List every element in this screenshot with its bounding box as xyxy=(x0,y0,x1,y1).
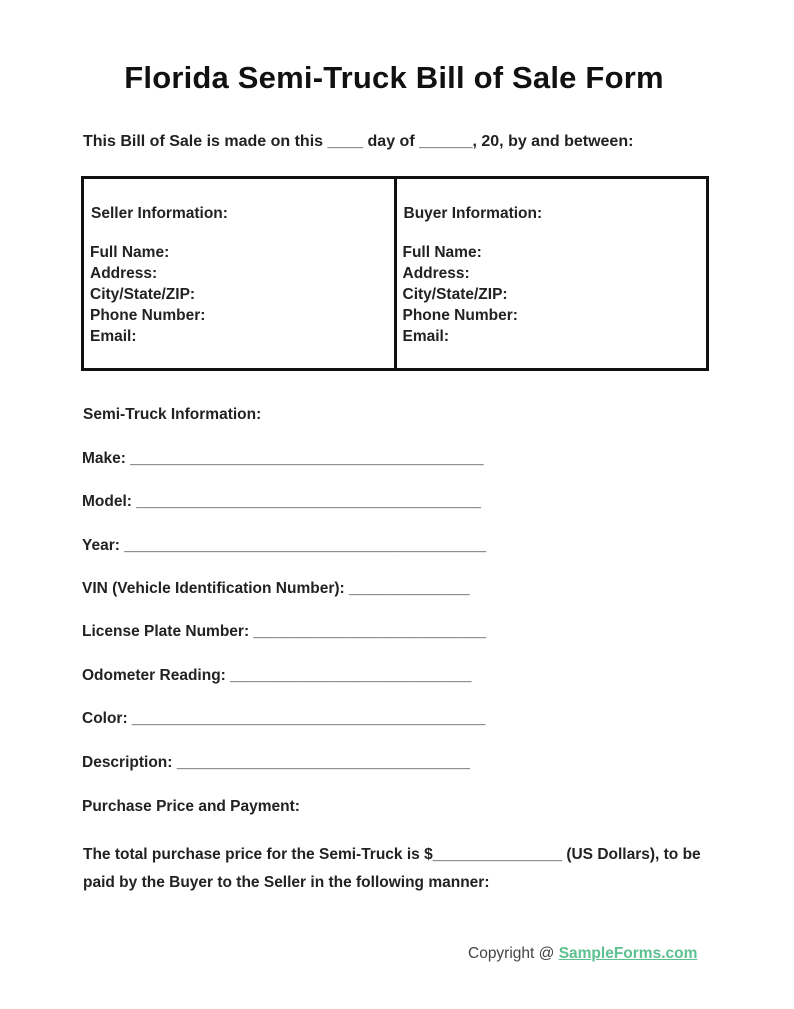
seller-email-label: Email: xyxy=(90,328,137,345)
buyer-phone-label: Phone Number: xyxy=(402,307,518,324)
buyer-full-name-label: Full Name: xyxy=(402,244,482,261)
truck-section-heading: Semi-Truck Information: xyxy=(83,406,262,423)
copyright-prefix: Copyright @ xyxy=(468,945,559,962)
copyright-footer xyxy=(468,945,697,963)
parties-info-table xyxy=(81,176,709,371)
buyer-city-state-zip-label: City/State/ZIP: xyxy=(402,286,508,303)
color-field: Color: _________________________________________ xyxy=(82,710,486,727)
make-field: Make: _________________________________________ xyxy=(82,450,484,467)
document-title: Florida Semi-Truck Bill of Sale Form xyxy=(124,60,664,95)
year-field: Year: __________________________________________ xyxy=(82,537,487,554)
seller-city-state-zip-label: City/State/ZIP: xyxy=(90,286,196,303)
seller-fields xyxy=(90,242,205,347)
description-field: Description: __________________________________ xyxy=(82,754,470,771)
seller-address-label: Address: xyxy=(90,265,158,282)
odometer-field: Odometer Reading: ____________________________ xyxy=(82,667,472,684)
vin-field: VIN (Vehicle Identification Number): ______________ xyxy=(82,580,470,597)
buyer-email-label: Email: xyxy=(402,328,450,345)
seller-phone-label: Phone Number: xyxy=(90,307,206,324)
payment-section-heading: Purchase Price and Payment: xyxy=(82,798,300,815)
payment-terms-paragraph: The total purchase price for the Semi-Truck is $_______________ (US Dollars), to be paid by the Buyer to the Seller in the following manner: xyxy=(83,846,701,891)
buyer-address-label: Address: xyxy=(402,265,470,282)
seller-heading: Seller Information: xyxy=(91,205,228,222)
seller-full-name-label: Full Name: xyxy=(90,244,170,261)
buyer-fields xyxy=(403,242,518,347)
license-plate-field: License Plate Number: ___________________________ xyxy=(82,623,487,640)
intro-statement: This Bill of Sale is made on this ____ day of ______, 20, by and between: xyxy=(83,133,634,150)
sampleforms-link[interactable]: SampleForms.com xyxy=(558,945,698,962)
buyer-heading: Buyer Information: xyxy=(403,205,543,222)
buyer-info-cell xyxy=(397,179,707,368)
model-field: Model: ________________________________________ xyxy=(82,493,482,510)
seller-info-cell xyxy=(84,179,397,368)
